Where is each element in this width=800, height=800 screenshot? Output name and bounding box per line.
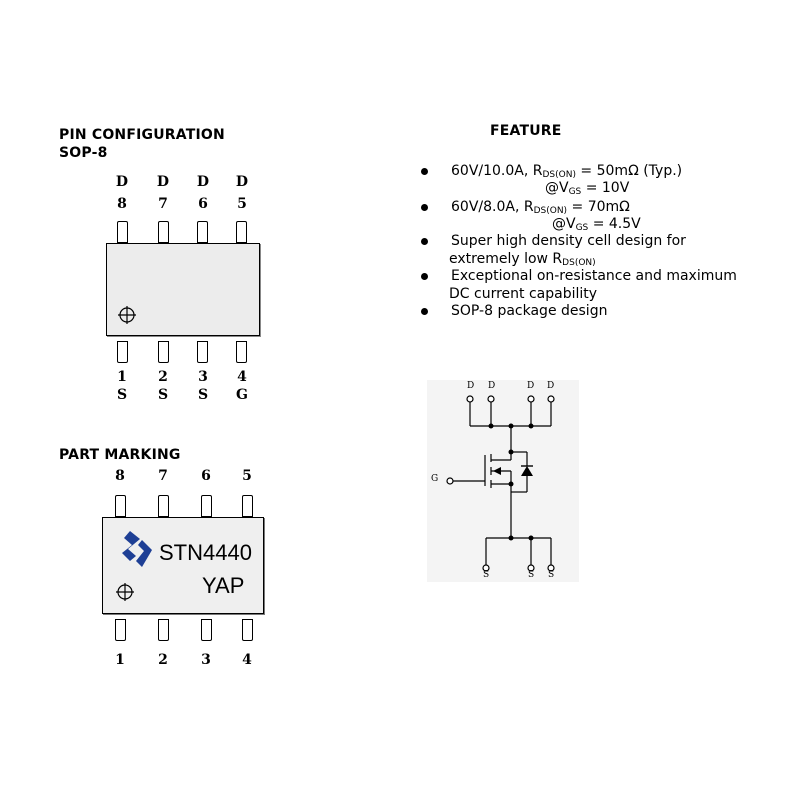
feature-item-2-line1: 60V/8.0A, $R_{DS(ON)} = 70m\Omega$ [451, 199, 630, 216]
pin-lead [236, 341, 247, 363]
pin-lead [115, 495, 126, 517]
bullet-icon [421, 204, 428, 211]
part-number-text: STN4440 [159, 540, 252, 565]
pin1-number: 1 [117, 369, 127, 385]
pin7-letter: D [156, 174, 170, 190]
pin-lead [242, 495, 253, 517]
pin2-letter: S [157, 387, 169, 403]
pin-lead [201, 495, 212, 517]
pin4-number: 4 [237, 369, 247, 385]
drain-terminal-2 [488, 396, 494, 402]
pin-config-title: PIN CONFIGURATION [59, 127, 225, 143]
company-logo-icon [122, 531, 152, 567]
pin-lead [117, 221, 128, 243]
pin-lead [158, 495, 169, 517]
drain-terminal-4 [548, 396, 554, 402]
marking-pin4-number: 4 [242, 652, 252, 668]
feature-title: FEATURE [490, 123, 562, 139]
feature-item-4-line1: Exceptional on-resistance and maximum [451, 268, 737, 284]
pin-lead [158, 341, 169, 363]
pin-lead [158, 619, 169, 641]
pin-lead [242, 619, 253, 641]
drain-label-4: D [547, 381, 555, 391]
pin2-number: 2 [158, 369, 168, 385]
pin3-letter: S [197, 387, 209, 403]
marking-pin7-number: 7 [158, 468, 168, 484]
marked-package-body [102, 517, 264, 614]
feature-item-2-line2: $@V_{GS} = 4.5V$ [552, 216, 641, 233]
pin-config-package: SOP-8 [59, 145, 108, 161]
marking-pin2-number: 2 [158, 652, 168, 668]
bullet-icon [421, 168, 428, 175]
marking-pin5-number: 5 [242, 468, 252, 484]
feature-item-3-line1: Super high density cell design for [451, 233, 686, 249]
marking-pin6-number: 6 [201, 468, 211, 484]
sop8-package-body [106, 243, 260, 336]
source-label-2: S [528, 570, 535, 580]
marking-pin3-number: 3 [201, 652, 211, 668]
pin-lead [158, 221, 169, 243]
pin7-number: 7 [158, 196, 168, 212]
drain-terminal-1 [467, 396, 473, 402]
mosfet-schematic [427, 380, 579, 582]
pin8-letter: D [115, 174, 129, 190]
drain-label-1: D [467, 381, 475, 391]
gate-terminal [447, 478, 453, 484]
feature-item-4-line2: DC current capability [449, 286, 598, 302]
drain-label-3: D [527, 381, 535, 391]
pin-lead [117, 341, 128, 363]
feature-item-1-line2: $@V_{GS} = 10V$ [545, 180, 630, 197]
pin-lead [197, 341, 208, 363]
part-marking-title: PART MARKING [59, 447, 181, 463]
pin3-number: 3 [198, 369, 208, 385]
feature-item-5-line1: SOP-8 package design [451, 303, 608, 319]
pin5-number: 5 [237, 196, 247, 212]
gate-label: G [431, 474, 439, 484]
pin4-letter: G [236, 387, 248, 403]
pin-lead [115, 619, 126, 641]
pin5-letter: D [235, 174, 249, 190]
drain-terminal-3 [528, 396, 534, 402]
pin6-letter: D [196, 174, 210, 190]
bullet-icon [421, 238, 428, 245]
pin8-number: 8 [117, 196, 127, 212]
pin1-letter: S [116, 387, 128, 403]
feature-item-1-line1: 60V/10.0A, $R_{DS(ON)} = 50m\Omega$ (Typ.) [451, 163, 683, 180]
pin-lead [236, 221, 247, 243]
marking-pin8-number: 8 [115, 468, 125, 484]
marking-code-text: YAP [202, 573, 245, 598]
source-label-3: S [548, 570, 555, 580]
pin1-marker-icon [114, 581, 136, 603]
marking-pin1-number: 1 [115, 652, 125, 668]
pin6-number: 6 [198, 196, 208, 212]
bullet-icon [421, 308, 428, 315]
bullet-icon [421, 273, 428, 280]
source-label-1: S [483, 570, 490, 580]
drain-label-2: D [488, 381, 496, 391]
pin1-marker-icon [116, 304, 138, 326]
pin-lead [201, 619, 212, 641]
feature-item-3-line2: extremely low $R_{DS(ON)}$ [449, 251, 596, 268]
pin-lead [197, 221, 208, 243]
